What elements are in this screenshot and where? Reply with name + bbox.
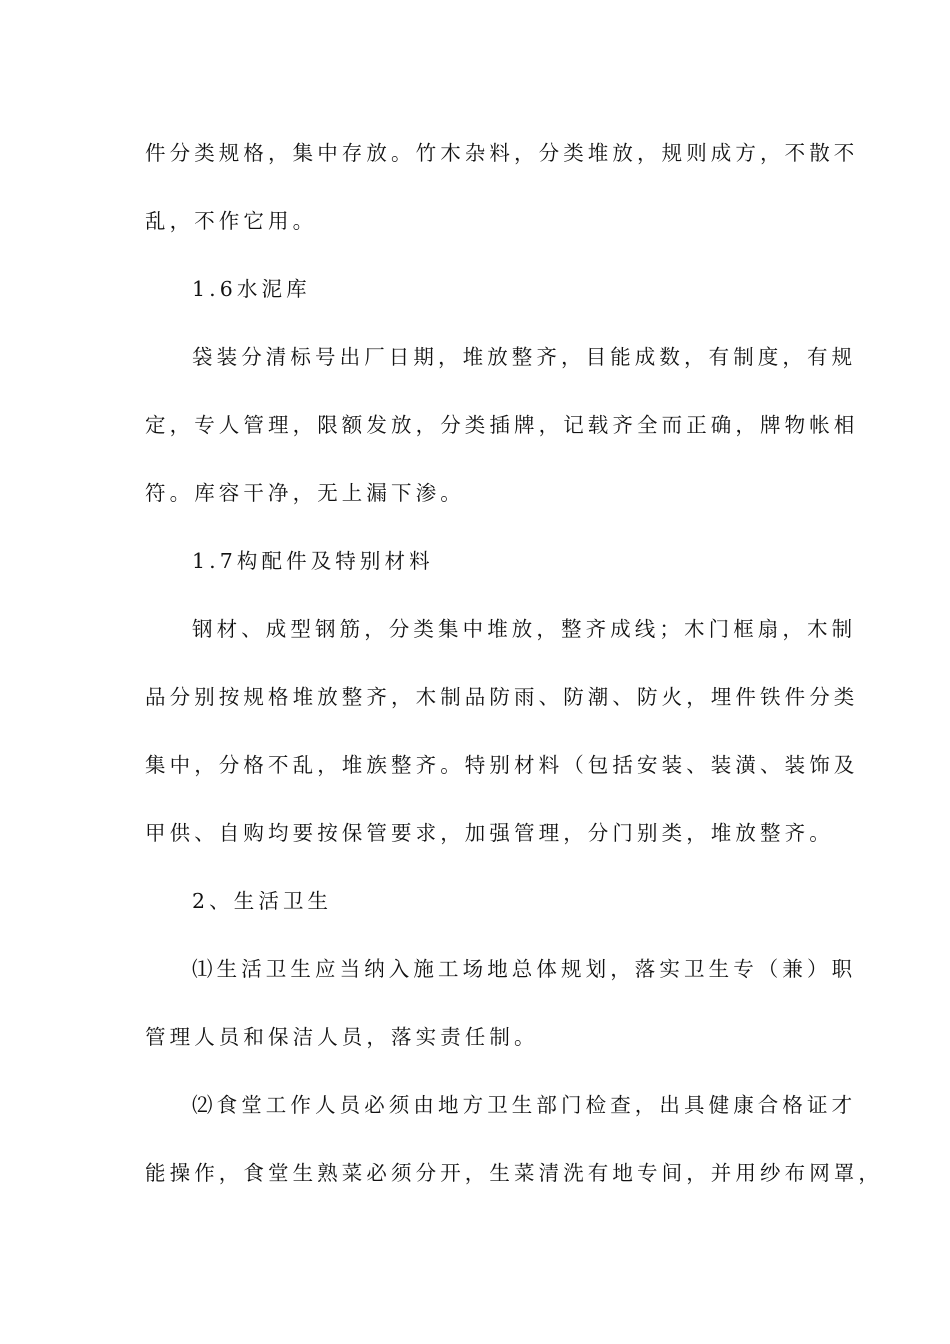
paragraph-line: 乱，不作它用。	[145, 209, 318, 233]
paragraph-line: 能操作，食堂生熟菜必须分开，生菜清洗有地专间，并用纱布网罩，	[145, 1161, 883, 1185]
paragraph-line: 甲供、自购均要按保管要求，加强管理，分门别类，堆放整齐。	[145, 821, 834, 845]
section-heading: 1.6水泥库	[192, 277, 311, 301]
paragraph-line: 件分类规格，集中存放。竹木杂料，分类堆放，规则成方，不散不	[145, 141, 859, 165]
paragraph-line: 钢材、成型钢筋，分类集中堆放，整齐成线；木门框扇，木制	[192, 617, 857, 641]
body-text	[145, 135, 883, 1223]
paragraph-line: 符。库容干净，无上漏下渗。	[145, 481, 465, 505]
section-heading: 1.7构配件及特别材料	[192, 549, 434, 573]
paragraph-line: 品分别按规格堆放整齐，木制品防雨、防潮、防火，埋件铁件分类	[145, 685, 859, 709]
section-heading: 2、生活卫生	[192, 889, 333, 913]
paragraph-line: 管理人员和保洁人员，落实责任制。	[145, 1025, 539, 1049]
paragraph-line: 集中，分格不乱，堆族整齐。特别材料（包括安装、装潢、装饰及	[145, 753, 859, 777]
paragraph-line: 定，专人管理，限额发放，分类插牌，记载齐全而正确，牌物帐相	[145, 413, 859, 437]
paragraph-line: ⑵食堂工作人员必须由地方卫生部门检查，出具健康合格证才	[192, 1093, 857, 1117]
paragraph-line: 袋装分清标号出厂日期，堆放整齐，目能成数，有制度，有规	[192, 345, 857, 369]
paragraph-line: ⑴生活卫生应当纳入施工场地总体规划，落实卫生专（兼）职	[192, 957, 857, 981]
